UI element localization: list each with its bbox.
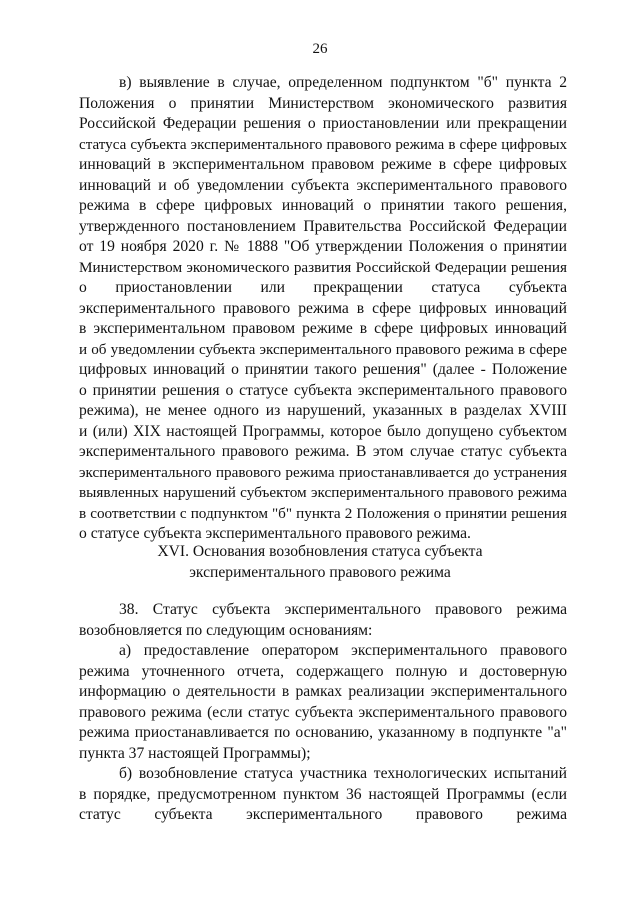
text-line: инноваций и об уведомлении субъекта экспериментального правового xyxy=(79,176,567,194)
text-line: в) выявление в случае, определенном подпунктом "б" пункта 2 xyxy=(119,74,567,91)
text-line: о статусе субъекта экспериментального правового режима. xyxy=(79,525,471,542)
paragraph-b xyxy=(79,764,567,826)
paragraph-a xyxy=(79,641,567,764)
text-line: инноваций в экспериментальном правовом режиме в сфере цифровых xyxy=(79,156,567,173)
text-line: Положения о принятии Министерством экономического развития xyxy=(79,94,567,112)
text-line: экспериментального правового режима приостанавливается до устранения xyxy=(79,463,567,481)
text-line: режима), не менее одного из нарушений, указанных в разделах XVIII xyxy=(79,402,567,419)
text-line: Российской Федерации решения о приостановлении или прекращении xyxy=(79,115,567,132)
text-line: статуса субъекта экспериментального правового режима в сфере цифровых xyxy=(79,136,567,153)
text-line: выявленных нарушений субъектом экспериментального правового режима xyxy=(79,484,567,501)
text-line: от 19 ноября 2020 г. № 1888 "Об утверждении Положения о принятии xyxy=(79,238,567,255)
text-line: цифровых инноваций о принятии такого решения" (далее - Положение xyxy=(79,361,567,378)
text-line: и об уведомлении субъекта экспериментального правового режима в сфере xyxy=(79,341,567,358)
text-line: возобновляется по следующим основаниям: xyxy=(79,621,373,639)
text-line: правового режима (если статус субъекта экспериментального правового xyxy=(79,703,567,721)
text-line: пункта 37 настоящей Программы); xyxy=(79,744,311,762)
text-line: режима в сфере цифровых инноваций о принятии такого решения, xyxy=(79,197,567,214)
text-line: 38. Статус субъекта экспериментального правового режима xyxy=(119,601,567,618)
text-line: в экспериментальном правовом режиме в сфере цифровых инноваций xyxy=(79,320,567,337)
text-line: экспериментального правового режима. В этом случае статус субъекта xyxy=(79,443,567,460)
paragraph-38 xyxy=(79,600,567,641)
text-line: утвержденного постановлением Правительства Российской Федерации xyxy=(79,217,567,235)
text-line: Министерством экономического развития Российской Федерации решения xyxy=(79,258,567,276)
section-heading-line: XVI. Основания возобновления статуса субъекта xyxy=(157,543,483,560)
text-line: и (или) XIX настоящей Программы, которое было допущено субъектом xyxy=(79,422,567,440)
section-heading xyxy=(0,542,640,583)
text-line: режима уточненного отчета, содержащего полную и достоверную xyxy=(79,662,567,680)
text-line: а) предоставление оператором экспериментального правового xyxy=(119,642,567,659)
text-line: режима приостанавливается по основанию, указанному в подпункте "а" xyxy=(79,724,567,741)
text-line: статус субъекта экспериментального правового режима xyxy=(79,806,567,823)
section-heading-line: экспериментального правового режима xyxy=(189,563,451,581)
text-line: о приостановлении или прекращении статуса субъекта xyxy=(79,279,567,296)
text-line: в соответствии с подпунктом "б" пункта 2 Положения о принятии решения xyxy=(79,504,567,522)
text-line: информацию о деятельности в рамках реализации экспериментального xyxy=(79,683,567,700)
text-line: б) возобновление статуса участника технологических испытаний xyxy=(119,765,567,782)
text-line: в порядке, предусмотренном пунктом 36 настоящей Программы (если xyxy=(79,785,567,803)
paragraph-v xyxy=(79,73,567,545)
text-line: экспериментального правового режима в сфере цифровых инноваций xyxy=(79,299,567,317)
page-number: 26 xyxy=(312,41,328,57)
text-line: о принятии решения о статусе субъекта экспериментального правового xyxy=(79,381,567,399)
